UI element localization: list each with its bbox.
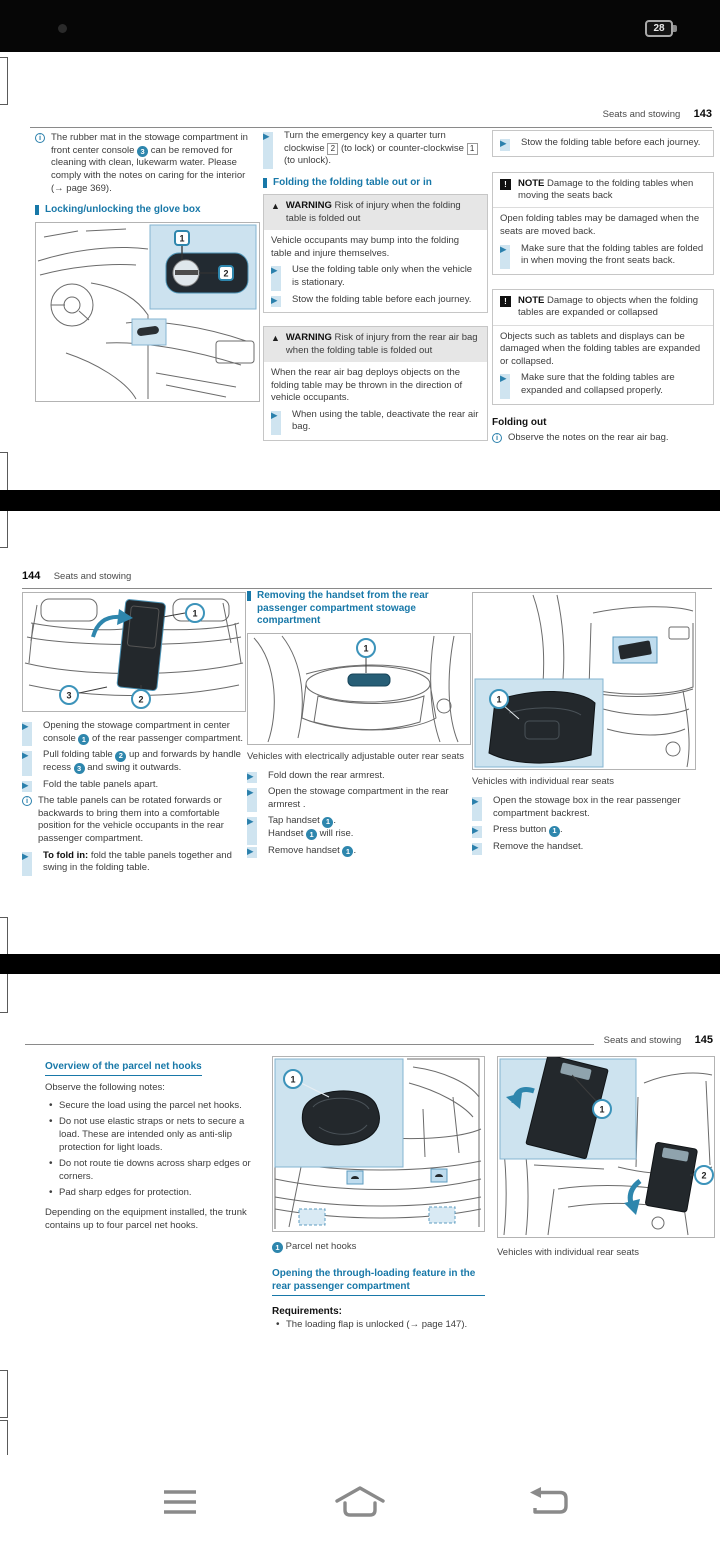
page-separator-bar xyxy=(0,954,720,974)
instruction-bullet: ▶ Fold down the rear armrest. xyxy=(247,770,471,783)
info-icon xyxy=(492,433,502,443)
page-header xyxy=(22,566,712,589)
warning-body: When the rear air bag deploys objects on the folding table may be thrown in the direction of vehicle occupants. ▶ When using the table, deactivate the rear air bag. xyxy=(264,362,487,440)
warning-box xyxy=(263,326,488,441)
instruction-bullet: ▶ Open the stowage box in the rear passenger compartment backrest. xyxy=(472,795,700,820)
instruction-bullet: ▶ Stow the folding table before each journey. xyxy=(500,137,706,150)
instruction-bullet: ▶ Tap handset 1 . xyxy=(247,815,471,828)
instruction-bullet: ▶ Pull folding table 2 up and forwards by handle recess 3 and swing it outwards. xyxy=(22,749,246,774)
instruction-bullet: ▶ To fold in: fold the table panels together and swing in the folding table. xyxy=(22,850,246,875)
list-item: • The loading flap is unlocked (→ page 147). xyxy=(272,1319,485,1332)
hamburger-menu-icon xyxy=(163,1488,197,1516)
column-left xyxy=(45,1056,265,1232)
instruction-bullet: ▶ Open the stowage compartment in the rear armrest . xyxy=(247,786,471,811)
column-middle xyxy=(247,590,471,861)
svg-text:2: 2 xyxy=(223,268,229,279)
instruction-bullet: ▶ Use the folding table only when the vehicle is stationary. xyxy=(271,264,480,289)
svg-text:2: 2 xyxy=(701,1170,707,1181)
camera-dot xyxy=(58,24,67,33)
instruction-bullet: ▶ When using the table, deactivate the rear air bag. xyxy=(271,409,480,434)
home-icon xyxy=(334,1484,386,1518)
info-icon xyxy=(22,796,32,806)
list-item: • Do not route tie downs across sharp edges or corners. xyxy=(45,1158,265,1183)
arrow-bullet-icon xyxy=(500,137,507,149)
note-box xyxy=(492,289,714,405)
glove-box-figure xyxy=(35,222,260,402)
manual-page-144 xyxy=(0,566,720,886)
section-heading-underlined: Opening the through-loading feature in the rear passenger compartment xyxy=(272,1267,485,1296)
arrow-bullet-icon xyxy=(500,372,507,384)
instruction-bullet: ▶ Remove handset 1 . xyxy=(247,845,471,858)
arrow-bullet-icon xyxy=(247,845,254,857)
glove-box-illustration xyxy=(36,223,259,401)
warning-triangle-icon xyxy=(271,200,280,225)
list-item: • Secure the load using the parcel net hooks. xyxy=(45,1100,265,1113)
instruction-bullet: ▶ Make sure that the folding tables are expanded and collapsed properly. xyxy=(500,372,706,397)
svg-text:1: 1 xyxy=(599,1104,605,1115)
status-bar xyxy=(0,0,720,52)
svg-text:1: 1 xyxy=(192,608,198,619)
header-title: Seats and stowing xyxy=(602,109,681,120)
svg-text:1: 1 xyxy=(496,694,502,705)
warning-continuation-box xyxy=(492,130,714,157)
section-heading: Locking/unlocking the glove box xyxy=(35,204,260,217)
note-header: ! NOTE Damage to the folding tables when moving the seats back xyxy=(493,173,713,209)
result-line: Handset 1 will rise. xyxy=(268,828,354,839)
parcel-net-hooks-illustration xyxy=(273,1057,484,1231)
requirements-label: Requirements: xyxy=(272,1306,343,1317)
svg-text:2: 2 xyxy=(138,694,144,705)
page-curl-mark xyxy=(0,1370,8,1418)
arrow-bullet-icon xyxy=(22,779,29,791)
column-right xyxy=(497,1056,715,1258)
section-heading-underlined: Overview of the parcel net hooks xyxy=(45,1060,202,1076)
column-right xyxy=(472,592,715,858)
callout-number: 1 xyxy=(549,826,560,837)
handset-armrest-illustration xyxy=(248,634,470,744)
svg-text:1: 1 xyxy=(363,643,369,653)
paragraph: Observe the following notes: xyxy=(45,1082,165,1093)
figure-caption: Vehicles with electrically adjustable outer rear seats xyxy=(247,750,465,762)
info-note: i The table panels can be rotated forwards or backwards to bring them into a comfortable position for the vehicle occupants in the rear passenger compartment. xyxy=(22,795,246,846)
list-item: • Pad sharp edges for protection. xyxy=(45,1187,265,1200)
arrow-bullet-icon xyxy=(247,770,254,782)
warning-body: Vehicle occupants may bump into the folding table and injure themselves. ▶ Use the folding table only when the vehicle is stationary. ▶ Stow the folding table before each journey. xyxy=(264,230,487,312)
column-middle xyxy=(272,1056,485,1336)
page-curl-mark xyxy=(0,1420,8,1460)
page-curl-mark xyxy=(0,57,8,105)
warning-header: ▲ WARNING Risk of injury from the rear air bag when the folding table is folded out xyxy=(264,327,487,362)
warning-triangle-icon xyxy=(271,332,280,357)
callout-number: 3 xyxy=(137,146,148,157)
callout-number: 1 xyxy=(78,734,89,745)
instruction-bullet: ▶ Turn the emergency key a quarter turn clockwise 2 (to lock) or counter-clockwise 1 (to unlock). xyxy=(263,130,488,168)
arrow-bullet-icon xyxy=(271,409,278,421)
heading-bar xyxy=(247,591,251,601)
arrow-bullet-icon xyxy=(22,850,29,862)
column-right xyxy=(492,130,714,448)
stowage-box-illustration xyxy=(473,593,695,769)
arrow-bullet-icon xyxy=(472,795,479,807)
list-item: • Do not use elastic straps or nets to secure a load. These are intended only as anti-slip protection for light loads. xyxy=(45,1116,265,1154)
figure-caption: 1 Parcel net hooks xyxy=(272,1241,485,1253)
info-note: i The rubber mat in the stowage compartment in front center console 3 can be removed for cleaning with clean, lukewarm water. Please comply with the notes on caring for the interior (→ page 369). xyxy=(35,132,260,195)
paragraph: Depending on the equipment installed, the trunk contains up to four parcel net hooks. xyxy=(45,1207,247,1231)
arrow-bullet-icon xyxy=(22,720,29,732)
column-left xyxy=(22,592,246,879)
manual-page-143 xyxy=(0,104,720,484)
header-page-number: 144 xyxy=(22,570,41,582)
note-body: Objects such as tablets and displays can be damaged when the folding tables are expanded or collapsed. ▶ Make sure that the folding tables are expanded and collapsed properly. xyxy=(493,326,713,404)
svg-text:1: 1 xyxy=(179,233,185,244)
android-navigation-bar xyxy=(0,1455,720,1544)
handset-armrest-figure xyxy=(247,633,471,745)
instruction-bullet: ▶ Press button 1 . xyxy=(472,824,700,837)
arrow-bullet-icon xyxy=(247,786,254,798)
instruction-bullet: ▶ Opening the stowage compartment in center console 1 of the rear passenger compartment. xyxy=(22,720,246,745)
svg-text:3: 3 xyxy=(66,690,72,701)
arrow-bullet-icon xyxy=(500,243,507,255)
arrow-bullet-icon xyxy=(247,815,254,827)
figure-caption: Vehicles with individual rear seats xyxy=(497,1247,640,1258)
section-heading: Folding the folding table out or in xyxy=(263,177,488,190)
key-position-box: 2 xyxy=(327,143,338,155)
stowage-box-figure xyxy=(472,592,696,770)
arrow-bullet-icon xyxy=(472,824,479,836)
key-position-box: 1 xyxy=(467,143,478,155)
back-button[interactable] xyxy=(528,1487,570,1522)
battery-nub xyxy=(673,25,677,32)
instruction-bullet: ▶ Stow the folding table before each journey. xyxy=(271,294,480,307)
heading-bar xyxy=(263,178,267,188)
note-box xyxy=(492,172,714,275)
folding-table-figure xyxy=(22,592,246,712)
arrow-bullet-icon xyxy=(22,749,29,761)
instruction-bullet: ▶ Fold the table panels apart. xyxy=(22,779,246,792)
svg-text:1: 1 xyxy=(290,1074,296,1085)
through-loading-illustration xyxy=(498,1057,714,1237)
header-rule xyxy=(25,1044,594,1045)
parcel-net-hooks-figure xyxy=(272,1056,485,1232)
folding-table-illustration xyxy=(23,593,245,711)
callout-number: 3 xyxy=(74,763,85,774)
info-icon xyxy=(35,133,45,143)
battery-percent: 28 xyxy=(653,23,665,34)
arrow-bullet-icon xyxy=(263,130,270,142)
home-button[interactable] xyxy=(334,1484,386,1523)
info-note: i Observe the notes on the rear air bag. xyxy=(492,432,714,445)
section-heading: Removing the handset from the rear passenger compartment stowage compartment xyxy=(247,590,471,628)
header-title: Seats and stowing xyxy=(53,571,132,582)
arrow-bullet-icon xyxy=(271,264,278,276)
note-header: ! NOTE Damage to objects when the folding tables are expanded or collapsed xyxy=(493,290,713,326)
callout-number: 1 xyxy=(306,829,317,840)
instruction-bullet: ▶ Remove the handset. xyxy=(472,841,700,854)
page-separator-bar xyxy=(0,490,720,511)
figure-caption: Vehicles with individual rear seats xyxy=(472,776,615,787)
callout-number: 1 xyxy=(342,846,353,857)
header-page-number: 143 xyxy=(693,108,712,120)
through-loading-figure xyxy=(497,1056,715,1238)
page-header xyxy=(25,1030,713,1048)
page-header xyxy=(30,104,712,128)
note-body: Open folding tables may be damaged when the seats are moved back. ▶ Make sure that the folding tables are folded in when moving the front seats back. xyxy=(493,208,713,274)
note-exclamation-icon xyxy=(500,179,511,190)
back-icon xyxy=(528,1487,570,1517)
arrow-bullet-icon xyxy=(472,841,479,853)
callout-number: 1 xyxy=(272,1242,283,1253)
warning-box xyxy=(263,194,488,313)
subsection-heading: Folding out xyxy=(492,416,547,428)
manual-page-145 xyxy=(0,1030,720,1360)
instruction-bullet: ▶ Make sure that the folding tables are folded in when moving the front seats back. xyxy=(500,243,706,268)
note-exclamation-icon xyxy=(500,296,511,307)
column-middle xyxy=(263,130,488,441)
arrow-bullet-icon xyxy=(271,294,278,306)
battery-icon xyxy=(645,20,673,37)
heading-bar xyxy=(35,205,39,215)
warning-header: ▲ WARNING Risk of injury when the folding table is folded out xyxy=(264,195,487,230)
column-left xyxy=(35,132,260,402)
callout-number: 1 xyxy=(322,817,333,828)
header-page-number: 145 xyxy=(694,1034,713,1046)
menu-button[interactable] xyxy=(163,1488,197,1521)
callout-number: 2 xyxy=(115,751,126,762)
header-title: Seats and stowing xyxy=(603,1035,682,1046)
